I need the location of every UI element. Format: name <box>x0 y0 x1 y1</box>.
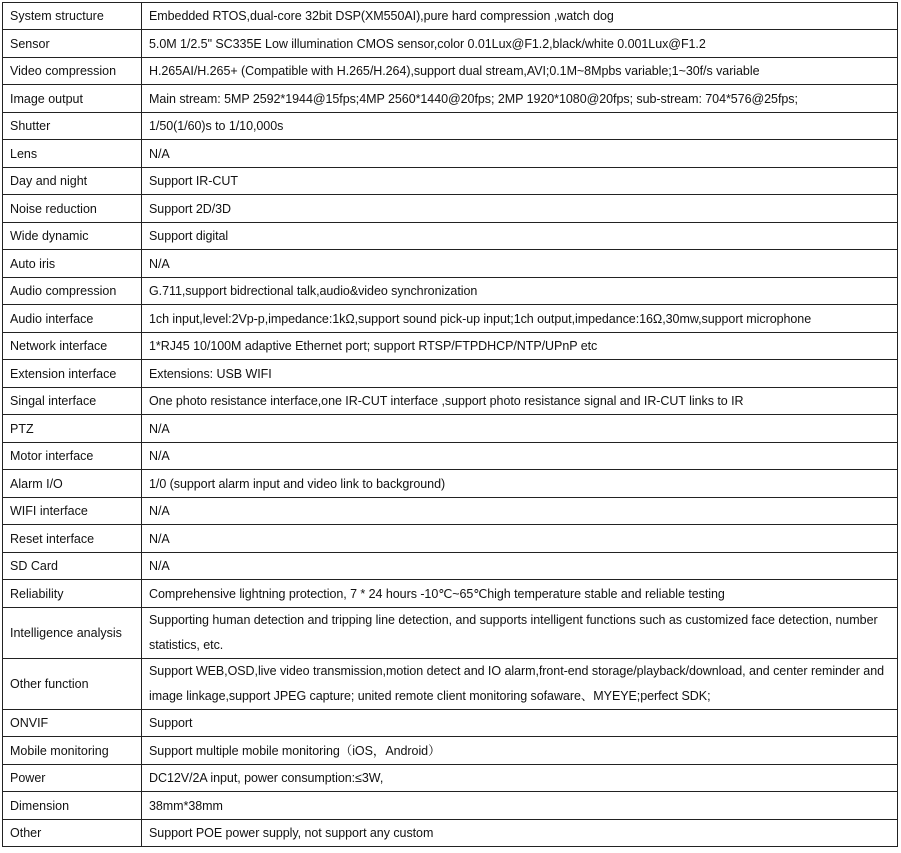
table-row <box>3 580 898 608</box>
table-row <box>3 113 898 140</box>
table-row <box>3 710 898 737</box>
row-value: 1/50(1/60)s to 1/10,000s <box>142 113 898 140</box>
table-row <box>3 3 898 30</box>
table-row <box>3 388 898 415</box>
row-value: DC12V/2A input, power consumption:≤3W, <box>142 765 898 792</box>
table-row <box>3 498 898 525</box>
row-label: Day and night <box>3 168 142 195</box>
row-value: 38mm*38mm <box>142 792 898 820</box>
row-label: Network interface <box>3 333 142 360</box>
row-value: N/A <box>142 443 898 470</box>
table-row <box>3 820 898 847</box>
row-label: Power <box>3 765 142 792</box>
table-row <box>3 85 898 113</box>
row-label: SD Card <box>3 553 142 580</box>
table-row <box>3 333 898 360</box>
table-row <box>3 415 898 443</box>
table-row <box>3 195 898 223</box>
row-label: Extension interface <box>3 360 142 388</box>
row-value: Main stream: 5MP 2592*1944@15fps;4MP 2560*1440@20fps; 2MP 1920*1080@20fps; sub-stream: 704*576@25fps; <box>142 85 898 113</box>
row-label: PTZ <box>3 415 142 443</box>
row-value: 1/0 (support alarm input and video link to background) <box>142 470 898 498</box>
row-label: Lens <box>3 140 142 168</box>
table-row <box>3 659 898 710</box>
row-label: Audio interface <box>3 305 142 333</box>
row-value: Support multiple mobile monitoring（iOS，Android） <box>142 737 898 765</box>
table-row <box>3 765 898 792</box>
table-row <box>3 608 898 659</box>
row-label: Image output <box>3 85 142 113</box>
row-label: ONVIF <box>3 710 142 737</box>
row-value: Support digital <box>142 223 898 250</box>
row-label: Alarm I/O <box>3 470 142 498</box>
row-value: Support WEB,OSD,live video transmission,motion detect and IO alarm,front-end storage/playback/download, and center reminder and image linkage,support JPEG capture; united remote client monitoring sofaware、MYEYE;perfect SDK; <box>142 659 898 710</box>
row-value: Comprehensive lightning protection, 7 * 24 hours -10℃~65℃high temperature stable and reliable testing <box>142 580 898 608</box>
row-value: Support 2D/3D <box>142 195 898 223</box>
table-row <box>3 140 898 168</box>
row-value: Support <box>142 710 898 737</box>
table-row <box>3 525 898 553</box>
row-value: One photo resistance interface,one IR-CUT interface ,support photo resistance signal and IR-CUT links to IR <box>142 388 898 415</box>
table-row <box>3 58 898 85</box>
row-value: 1*RJ45 10/100M adaptive Ethernet port; support RTSP/FTPDHCP/NTP/UPnP etc <box>142 333 898 360</box>
table-row <box>3 553 898 580</box>
table-row <box>3 792 898 820</box>
row-value: H.265AI/H.265+ (Compatible with H.265/H.264),support dual stream,AVI;0.1M~8Mpbs variable;1~30f/s variable <box>142 58 898 85</box>
row-value: G.711,support bidrectional talk,audio&video synchronization <box>142 278 898 305</box>
table-row <box>3 278 898 305</box>
table-row <box>3 250 898 278</box>
row-value: 1ch input,level:2Vp-p,impedance:1kΩ,support sound pick-up input;1ch output,impedance:16Ω,30mw,support microphone <box>142 305 898 333</box>
row-value: Extensions: USB WIFI <box>142 360 898 388</box>
row-label: Wide dynamic <box>3 223 142 250</box>
row-label: Auto iris <box>3 250 142 278</box>
row-label: Other <box>3 820 142 847</box>
row-label: WIFI interface <box>3 498 142 525</box>
row-label: Mobile monitoring <box>3 737 142 765</box>
table-row <box>3 737 898 765</box>
row-label: Audio compression <box>3 278 142 305</box>
row-value: N/A <box>142 553 898 580</box>
table-row <box>3 443 898 470</box>
table-row <box>3 168 898 195</box>
table-row <box>3 30 898 58</box>
row-value: Supporting human detection and tripping line detection, and supports intelligent functions such as customized face detection, number statistics, etc. <box>142 608 898 659</box>
row-label: Intelligence analysis <box>3 608 142 659</box>
table-row <box>3 305 898 333</box>
row-label: System structure <box>3 3 142 30</box>
table-row <box>3 360 898 388</box>
row-label: Other function <box>3 659 142 710</box>
table-row <box>3 223 898 250</box>
table-row <box>3 470 898 498</box>
row-value: N/A <box>142 525 898 553</box>
row-value: Support POE power supply, not support any custom <box>142 820 898 847</box>
row-label: Reliability <box>3 580 142 608</box>
row-label: Video compression <box>3 58 142 85</box>
row-label: Sensor <box>3 30 142 58</box>
row-label: Noise reduction <box>3 195 142 223</box>
row-label: Motor interface <box>3 443 142 470</box>
row-value: N/A <box>142 498 898 525</box>
specification-table <box>2 2 898 847</box>
row-label: Reset interface <box>3 525 142 553</box>
row-label: Shutter <box>3 113 142 140</box>
row-value: 5.0M 1/2.5" SC335E Low illumination CMOS sensor,color 0.01Lux@F1.2,black/white 0.001Lux@F1.2 <box>142 30 898 58</box>
row-label: Dimension <box>3 792 142 820</box>
row-label: Singal interface <box>3 388 142 415</box>
row-value: N/A <box>142 250 898 278</box>
row-value: N/A <box>142 415 898 443</box>
row-value: N/A <box>142 140 898 168</box>
row-value: Embedded RTOS,dual-core 32bit DSP(XM550AI),pure hard compression ,watch dog <box>142 3 898 30</box>
row-value: Support IR-CUT <box>142 168 898 195</box>
